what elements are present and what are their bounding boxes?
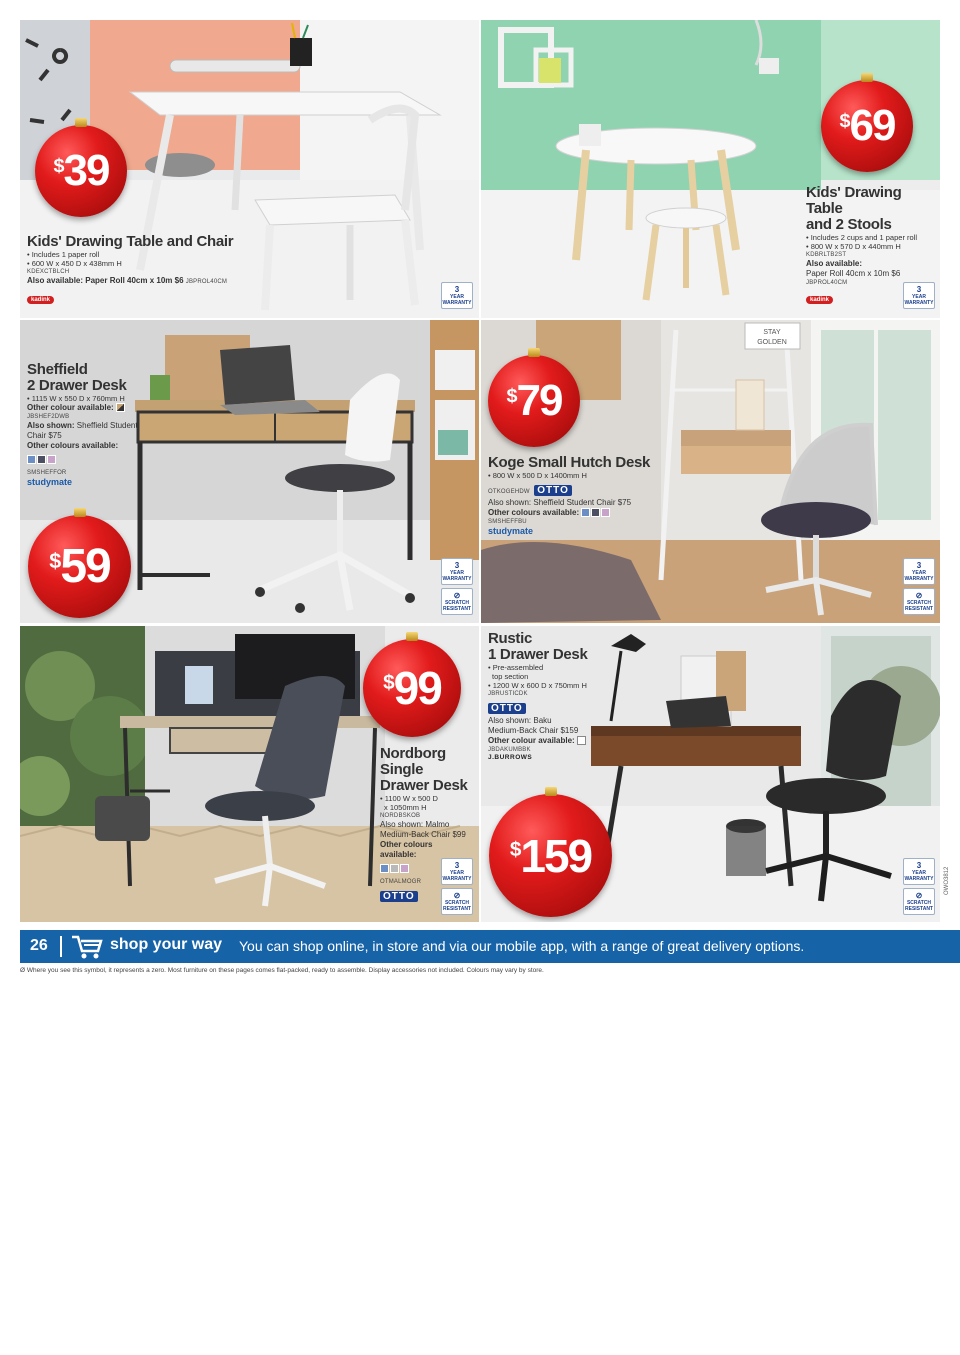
scratch-text: SCRATCH RESISTANT xyxy=(905,900,933,912)
spec-line: • 800 W x 500 D x 1400mm H xyxy=(488,471,587,480)
price-value: 69 xyxy=(849,101,895,150)
page-number: 26 xyxy=(30,937,48,954)
warranty-number: 3 xyxy=(454,861,460,870)
product-code: SMSHEFFBU xyxy=(488,519,527,525)
brand-logo: kadink xyxy=(806,296,833,304)
spec-line: • 1115 W x 550 D x 760mm H xyxy=(27,394,125,403)
warranty-badge xyxy=(441,282,473,309)
scratch-icon: ⊘ xyxy=(915,891,923,900)
product-tile-koge-hutch-desk xyxy=(481,320,940,623)
spec-line: • Includes 2 cups and 1 paper roll xyxy=(806,233,918,242)
warranty-number: 3 xyxy=(916,561,922,570)
footer-bar xyxy=(20,930,960,963)
warranty-number: 3 xyxy=(454,285,460,294)
shopping-cart-icon xyxy=(70,934,104,960)
also-shown-text: Also shown: Malmo xyxy=(380,820,450,829)
warranty-text: YEAR WARRANTY xyxy=(442,870,472,882)
price-value: 39 xyxy=(63,146,109,195)
product-title-line2: 1 Drawer Desk xyxy=(488,646,588,663)
also-shown-text: Also shown: Baku xyxy=(488,716,552,725)
price-bauble: $ 159 xyxy=(489,794,612,917)
product-title-line2: and 2 Stools xyxy=(806,216,892,233)
price-bauble: $ 79 xyxy=(488,355,580,447)
also-available-label: Also available: xyxy=(806,259,863,268)
product-code: KDEXCTBLCH xyxy=(27,269,70,275)
scratch-resistant-badge xyxy=(903,888,935,915)
colour-swatch xyxy=(390,864,399,873)
colour-swatch xyxy=(380,864,389,873)
scratch-resistant-badge xyxy=(903,588,935,615)
spec-line: top section xyxy=(492,672,529,681)
scratch-resistant-badge xyxy=(441,888,473,915)
other-colours-label: Other colours available: xyxy=(27,441,119,450)
brand-name: shop your way xyxy=(110,936,223,953)
other-colours-label: Other colours xyxy=(380,840,433,849)
warranty-number: 3 xyxy=(916,861,922,870)
price-value: 159 xyxy=(520,829,592,882)
product-code: NORDBSKOB xyxy=(380,813,421,819)
footer-message: You can shop online, in store and via our mobile app, with a range of great delivery options. xyxy=(239,938,805,954)
warranty-text: YEAR WARRANTY xyxy=(442,294,472,306)
product-title: Kids' Drawing Table and Chair xyxy=(27,233,234,250)
colour-swatch xyxy=(577,736,586,745)
scratch-resistant-badge xyxy=(441,588,473,615)
disclaimer: Ø Where you see this symbol, it represents a zero. Most furniture on these pages comes flat-packed, ready to assemble. Display accessories not included. Colours may vary by store. xyxy=(20,967,544,974)
spec-line: • 1100 W x 500 D xyxy=(380,794,438,803)
warranty-text: YEAR WARRANTY xyxy=(904,294,934,306)
product-tile-kids-drawing-table-chair xyxy=(20,20,479,318)
warranty-badge xyxy=(441,558,473,585)
price-value: 59 xyxy=(60,540,110,593)
colour-swatch xyxy=(601,508,610,517)
spec-line: • 600 W x 450 D x 438mm H xyxy=(27,259,122,268)
colour-swatch xyxy=(47,455,56,464)
product-title: Sheffield xyxy=(27,361,88,378)
spec-line: • Pre-assembled xyxy=(488,663,544,672)
product-tile-nordborg-desk xyxy=(20,626,479,922)
scratch-icon: ⊘ xyxy=(915,591,923,600)
product-title: Rustic xyxy=(488,630,533,647)
price-bauble: $ 69 xyxy=(821,80,913,172)
sign-text: GOLDEN xyxy=(757,339,787,346)
brand-logo-otto: OTTO xyxy=(488,703,526,714)
spec-line: • Includes 1 paper roll xyxy=(27,250,100,259)
product-tile-kids-drawing-table-stools xyxy=(481,20,940,318)
also-shown-text: Also shown: Sheffield Student Chair $75 xyxy=(488,498,632,507)
warranty-text: YEAR WARRANTY xyxy=(904,870,934,882)
warranty-number: 3 xyxy=(454,561,460,570)
other-colours-label: Other colours available: xyxy=(488,508,580,517)
product-code: JBRUSTICDK xyxy=(488,691,528,697)
price-bauble: $ 39 xyxy=(35,125,127,217)
also-shown-text: Medium-Back Chair $159 xyxy=(488,726,579,735)
product-code: JBPROL40CM xyxy=(806,280,848,286)
scratch-text: SCRATCH RESISTANT xyxy=(443,600,471,612)
warranty-text: YEAR WARRANTY xyxy=(442,570,472,582)
also-available: Also available: Paper Roll 40cm x 10m $6 xyxy=(27,276,184,285)
product-code: JBPROL40CM xyxy=(185,279,228,285)
price-value: 99 xyxy=(393,662,441,714)
brand-logo-otto: OTTO xyxy=(380,891,418,902)
colour-swatch xyxy=(591,508,600,517)
spec-line: • 1200 W x 600 D x 750mm H xyxy=(488,681,587,690)
product-tile-sheffield-desk xyxy=(20,320,479,623)
other-colours-label: available: xyxy=(380,850,417,859)
warranty-badge xyxy=(903,558,935,585)
colour-swatch xyxy=(37,455,46,464)
warranty-text: YEAR WARRANTY xyxy=(904,570,934,582)
catalogue-code: OWO3812 xyxy=(944,866,950,895)
product-tile-rustic-desk xyxy=(481,626,940,922)
warranty-badge xyxy=(903,858,935,885)
colour-swatch xyxy=(581,508,590,517)
brand-logo-otto: OTTO xyxy=(534,485,572,496)
product-title: Kids' Drawing Table xyxy=(806,184,902,217)
sign-text: STAY xyxy=(763,329,781,336)
other-colours-label: Other colour available: xyxy=(488,736,575,745)
scratch-icon: ⊘ xyxy=(453,891,461,900)
brand-logo: J.BURROWS xyxy=(488,754,533,761)
brand-logo: kadink xyxy=(27,296,54,304)
divider xyxy=(60,936,62,957)
scratch-text: SCRATCH RESISTANT xyxy=(905,600,933,612)
product-code: JBSHEF2DWB xyxy=(27,414,70,420)
colour-swatch xyxy=(400,864,409,873)
product-title-line2: 2 Drawer Desk xyxy=(27,377,127,394)
colour-swatch xyxy=(27,455,36,464)
colour-swatch xyxy=(116,403,125,412)
price-value: 79 xyxy=(516,376,562,425)
product-title: Koge Small Hutch Desk xyxy=(488,454,651,471)
product-title-line2: Single xyxy=(380,761,424,778)
product-code: OTKOGEHDW xyxy=(488,489,530,495)
warranty-badge xyxy=(903,282,935,309)
colour-label: Other colour available: xyxy=(27,403,114,412)
also-shown-label: Also shown: xyxy=(27,421,75,430)
scratch-icon: ⊘ xyxy=(453,591,461,600)
price-bauble: $ 99 xyxy=(363,639,461,737)
product-code: OTMALMOGR xyxy=(380,879,422,885)
price-bauble: $ 59 xyxy=(28,515,131,618)
also-shown-text: Medium-Back Chair $99 xyxy=(380,830,466,839)
brand-logo: studymate xyxy=(488,526,534,536)
product-code: SMSHEFFOR xyxy=(27,470,67,476)
spec-line: • 800 W x 570 D x 440mm H xyxy=(806,242,901,251)
product-title: Nordborg xyxy=(380,745,446,762)
also-available-text: Paper Roll 40cm x 10m $6 xyxy=(806,269,901,278)
spec-line: x 1050mm H xyxy=(384,803,427,812)
also-shown-text: Sheffield Student Chair $75 xyxy=(27,421,138,440)
warranty-number: 3 xyxy=(916,285,922,294)
brand-logo: studymate xyxy=(27,477,73,487)
product-code: JBDAKUMBBK xyxy=(488,747,531,753)
scratch-text: SCRATCH RESISTANT xyxy=(443,900,471,912)
product-title-line3: Drawer Desk xyxy=(380,777,468,794)
product-code: KDBRLTB2ST xyxy=(806,252,847,258)
warranty-badge xyxy=(441,858,473,885)
